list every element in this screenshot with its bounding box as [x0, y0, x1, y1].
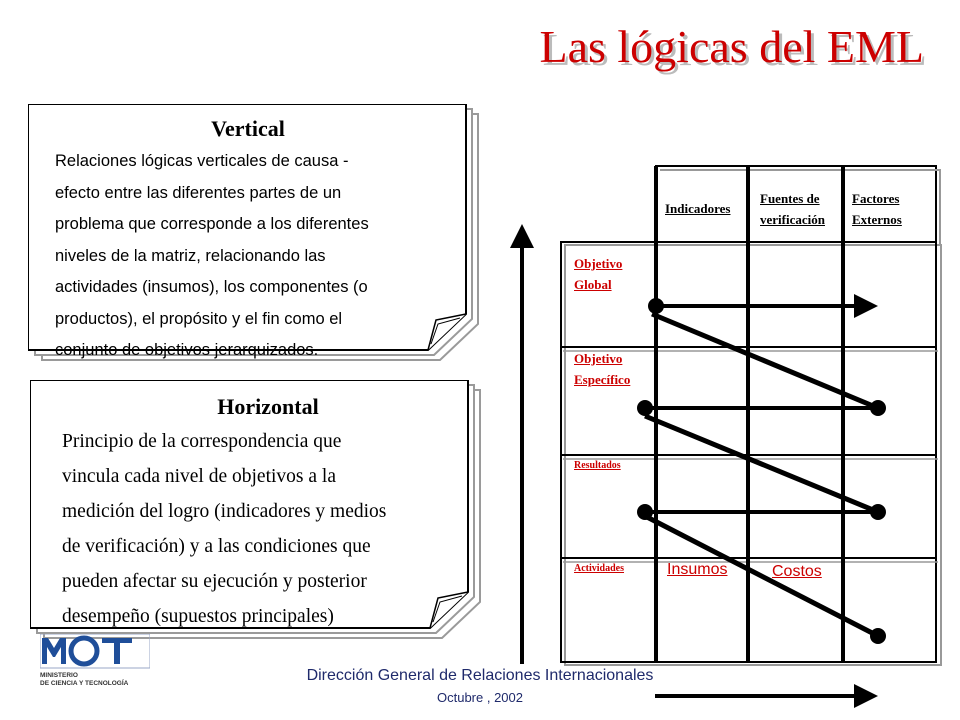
cell-costos: Costos — [772, 563, 822, 580]
connector-dot — [637, 504, 653, 520]
connector-dot — [870, 400, 886, 416]
vertical-line: efecto entre las diferentes partes de un — [55, 183, 342, 202]
horizontal-line: vincula cada nivel de objetivos a la — [62, 466, 336, 487]
vertical-line: problema que corresponde a los diferentes — [55, 215, 369, 233]
header-indicators: Indicadores — [665, 201, 731, 216]
vertical-line: Relaciones lógicas verticales de causa - — [55, 152, 349, 170]
horizontal-line: Principio de la correspondencia que — [62, 431, 342, 452]
row-label-results: Resultados — [574, 460, 621, 471]
vertical-heading: Vertical — [211, 116, 285, 141]
header-factors: Factores Externos — [852, 191, 902, 227]
horizontal-line: desempeño (supuestos principales) — [62, 606, 334, 627]
footer-date: Octubre , 2002 — [437, 690, 523, 705]
vertical-line: productos), el propósito y el fin como el — [55, 309, 343, 328]
horizontal-line: pueden afectar su ejecución y posterior — [62, 571, 367, 592]
vertical-line: niveles de la matriz, relacionando las — [55, 246, 326, 265]
vertical-line: actividades (insumos), los componentes (o — [55, 278, 368, 296]
connector-dot — [870, 504, 886, 520]
vertical-line: conjunto de objetivos jerarquizados. — [55, 341, 319, 359]
footer-organization: Dirección General de Relaciones Internacionales — [306, 667, 654, 684]
header-sources: Fuentes de verificación — [760, 191, 825, 227]
row-label-activities: Actividades — [574, 563, 624, 574]
connector-dot — [870, 628, 886, 644]
row-label-specific: Objetivo Específico — [574, 351, 631, 387]
ministry-logo-text: MINISTERIO DE CIENCIA Y TECNOLOGÍA — [40, 672, 129, 687]
connector-dot — [637, 400, 653, 416]
horizontal-line: de verificación) y a las condiciones que — [62, 536, 371, 557]
slide-title: Las lógicas del EML — [539, 21, 924, 72]
row-label-global: Objetivo Global — [574, 256, 623, 292]
horizontal-heading: Horizontal — [217, 394, 319, 419]
horizontal-line: medición del logro (indicadores y medios — [62, 501, 387, 522]
cell-insumos: Insumos — [667, 561, 728, 578]
connector-dot — [648, 298, 664, 314]
